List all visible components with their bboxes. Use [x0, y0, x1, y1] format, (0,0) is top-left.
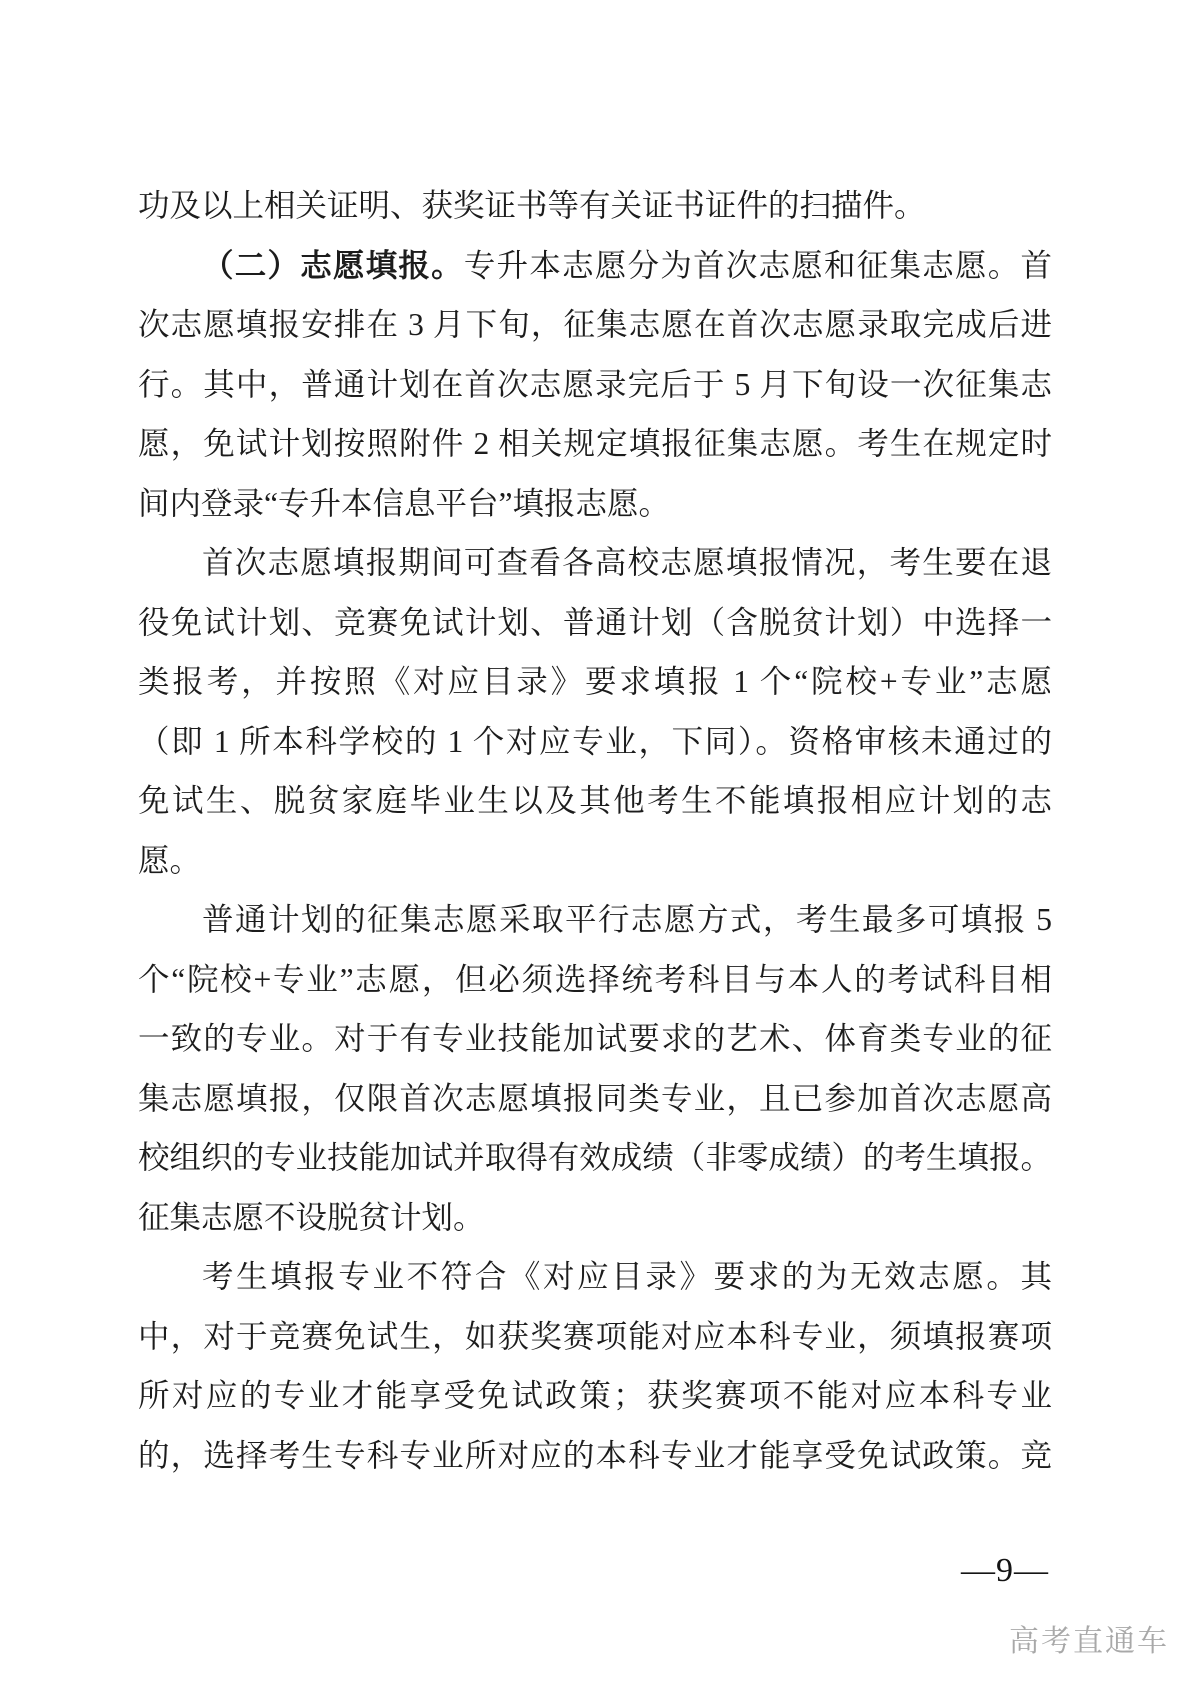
text-line: （即 1 所本科学校的 1 个对应专业，下同）。资格审核未通过的	[138, 723, 1052, 759]
text-line: 间内登录“专升本信息平台”填报志愿。	[138, 485, 670, 521]
text-line: 普通计划的征集志愿采取平行志愿方式，考生最多可填报 5	[202, 902, 1052, 937]
document-body	[138, 176, 1052, 1485]
page-number: —9—	[961, 1552, 1049, 1589]
text-line: 征集志愿不设脱贫计划。	[138, 1199, 485, 1235]
text-line: 类报考，并按照《对应目录》要求填报 1 个“院校+专业”志愿	[138, 664, 1052, 699]
text-line: 功及以上相关证明、获奖证书等有关证书证件的扫描件。	[138, 188, 926, 223]
text-line: （二）志愿填报。专升本志愿分为首次志愿和征集志愿。首	[202, 247, 1052, 283]
text-line: 行。其中，普通计划在首次志愿录完后于 5 月下旬设一次征集志	[138, 366, 1052, 402]
text-line: 所对应的专业才能享受免试政策；获奖赛项不能对应本科专业	[138, 1378, 1052, 1413]
text-line: 个“院校+专业”志愿，但必须选择统考科目与本人的考试科目相	[138, 961, 1052, 997]
text-line: 的，选择考生专科专业所对应的本科专业才能享受免试政策。竞	[138, 1437, 1052, 1473]
text-line: 考生填报专业不符合《对应目录》要求的为无效志愿。其	[202, 1259, 1052, 1294]
text-line: 中，对于竞赛免试生，如获奖赛项能对应本科专业，须填报赛项	[138, 1318, 1052, 1354]
text-line: 首次志愿填报期间可查看各高校志愿填报情况，考生要在退	[202, 545, 1052, 580]
text-line: 一致的专业。对于有专业技能加试要求的艺术、体育类专业的征	[138, 1021, 1052, 1056]
text-line: 愿，免试计划按照附件 2 相关规定填报征集志愿。考生在规定时	[138, 426, 1052, 461]
text-line: 集志愿填报，仅限首次志愿填报同类专业，且已参加首次志愿高	[138, 1080, 1052, 1116]
watermark: 高考直通车	[1009, 1625, 1169, 1658]
text-line: 愿。	[138, 842, 202, 878]
text-line: 校组织的专业技能加试并取得有效成绩（非零成绩）的考生填报。	[138, 1140, 1052, 1175]
text-line: 免试生、脱贫家庭毕业生以及其他考生不能填报相应计划的志	[138, 783, 1052, 818]
text-line: 次志愿填报安排在 3 月下旬，征集志愿在首次志愿录取完成后进	[138, 307, 1052, 342]
text-line: 役免试计划、竞赛免试计划、普通计划（含脱贫计划）中选择一	[138, 604, 1052, 640]
section-heading: （二）志愿填报。	[202, 247, 464, 283]
